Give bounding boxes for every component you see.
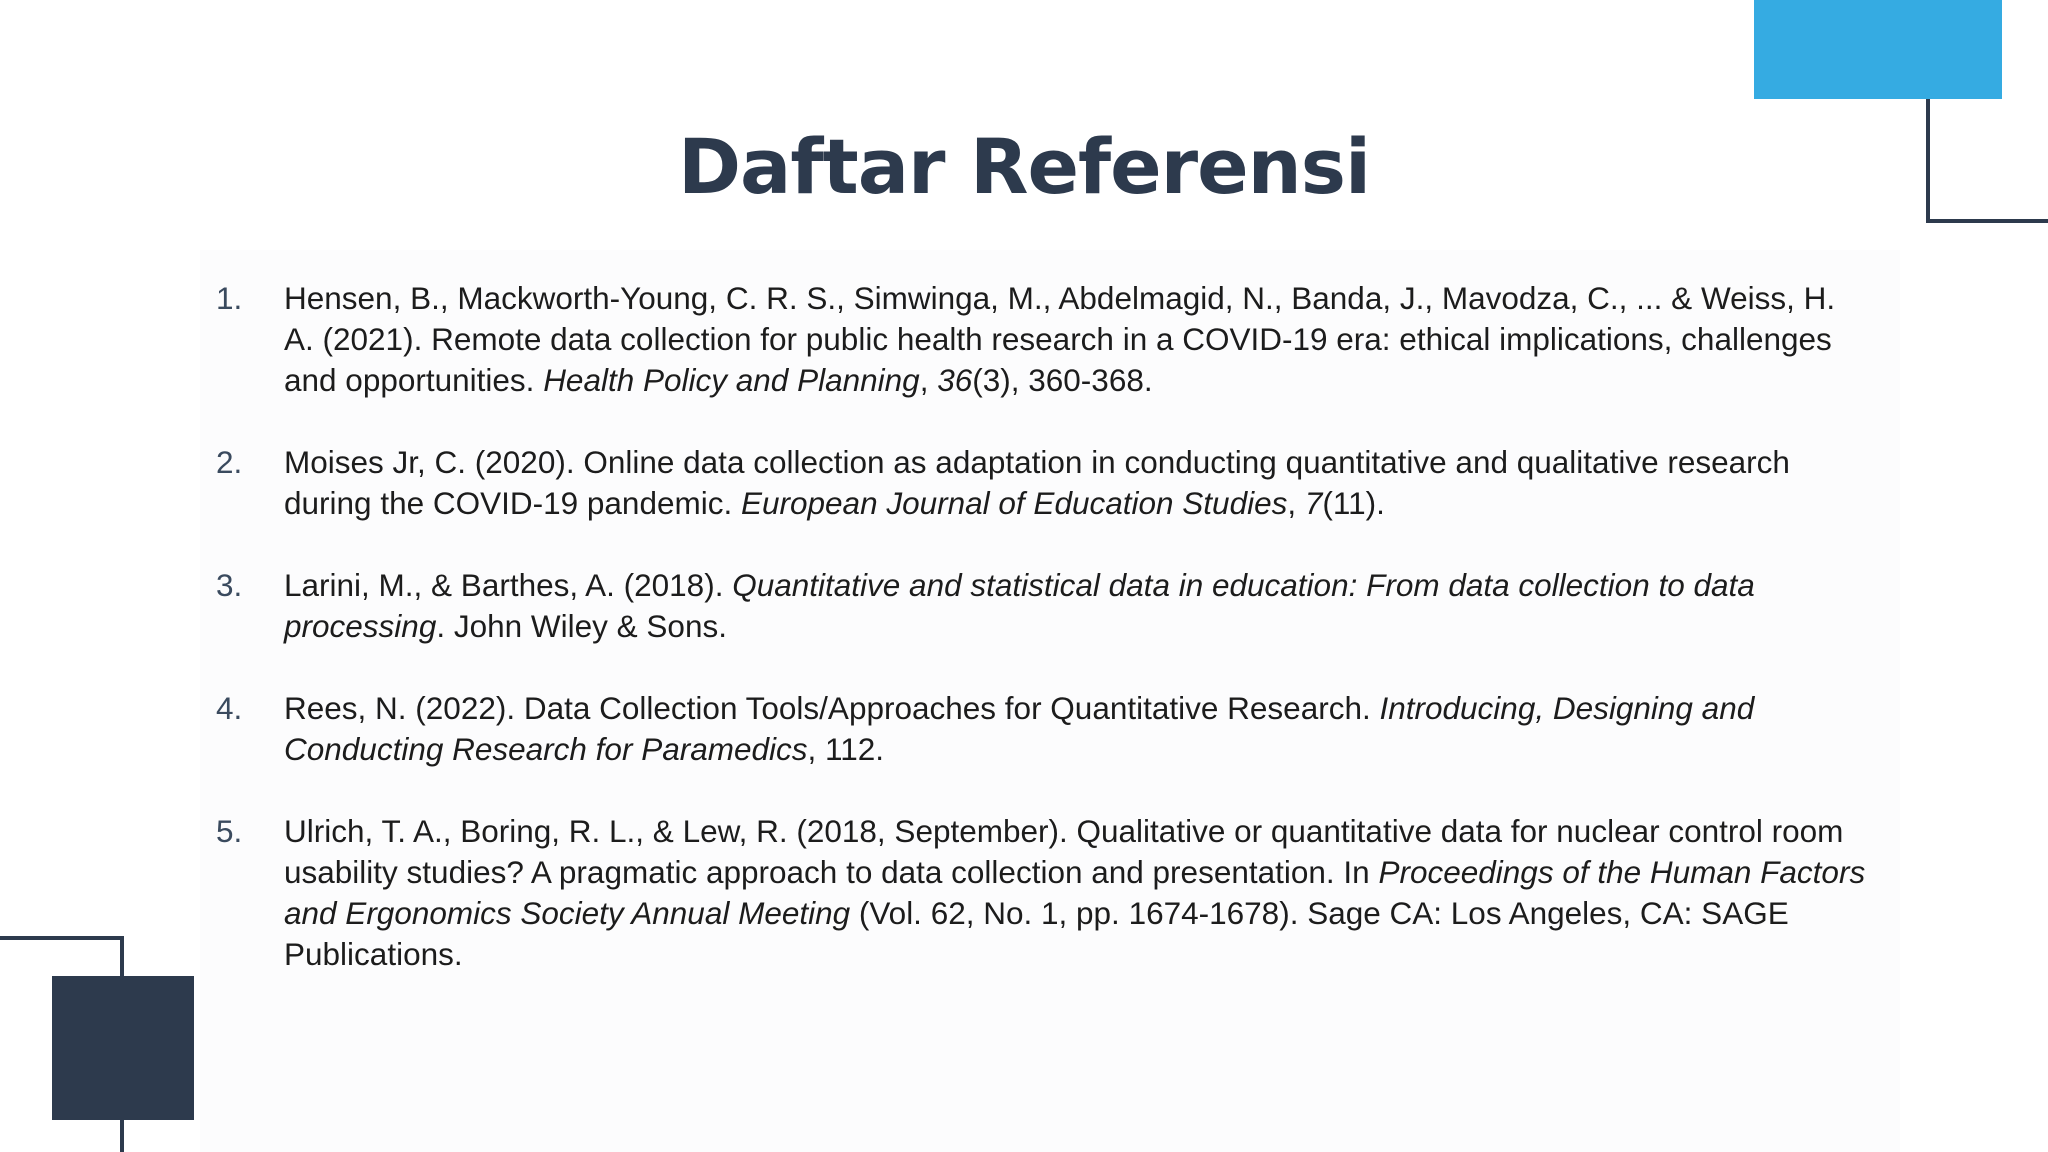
reference-separator: , [919,362,938,398]
reference-text [284,813,1865,972]
reference-publisher: . John Wiley & Sons. [436,608,727,644]
reference-pages: , 112. [807,731,884,767]
reference-number: 5. [216,813,243,849]
reference-separator: , [1287,485,1305,521]
decorative-blue-rectangle [1754,0,2002,99]
reference-item-4 [216,688,1866,770]
reference-text [284,690,1754,767]
reference-number: 4. [216,690,243,726]
reference-journal: European Journal of Education Studies [740,485,1288,521]
reference-authors-title: Rees, N. (2022). Data Collection Tools/Approaches for Quantitative Research. [284,690,1380,726]
reference-item-5 [216,811,1866,975]
reference-issue-pages: (3), 360-368. [972,362,1153,398]
reference-text [284,280,1835,398]
reference-book-title: Quantitative and statistical data in education: From data collection to data processing [284,567,1755,644]
reference-authors-title: Moises Jr, C. (2020). Online data collection as adaptation in conducting quantitative and qualitative research during the COVID-19 pandemic. [284,444,1790,521]
slide-title: Daftar Referensi [677,122,1371,211]
reference-authors-title: Hensen, B., Mackworth-Young, C. R. S., Simwinga, M., Abdelmagid, N., Banda, J., Mavodza, C., ... & Weiss, H. A. (2021). Remote data collection for public health research in a COVID-19 era: ethical implications, challenges and opportunities. [284,280,1836,398]
reference-journal: Health Policy and Planning [543,362,920,398]
reference-list [216,278,1866,1016]
reference-book-title: Introducing, Designing and Conducting Research for Paramedics [284,690,1755,767]
reference-text [284,444,1790,521]
reference-number: 3. [216,567,243,603]
reference-issue-pages: (11). [1322,485,1385,521]
reference-item-1 [216,278,1866,401]
reference-item-3 [216,565,1866,647]
reference-authors-date: Larini, M., & Barthes, A. (2018). [284,567,733,603]
reference-item-2 [216,442,1866,524]
reference-number: 1. [216,280,243,316]
reference-publication-details: (Vol. 62, No. 1, pp. 1674-1678). Sage CA: Los Angeles, CA: SAGE Publications. [284,895,1789,972]
reference-volume: 7 [1304,485,1323,521]
reference-volume: 36 [937,362,973,398]
reference-proceedings: Proceedings of the Human Factors and Ergonomics Society Annual Meeting [284,854,1866,931]
decorative-line-bottom-left-horizontal [0,936,124,940]
decorative-line-top-right-horizontal [1926,219,2048,223]
reference-text [284,567,1755,644]
reference-authors-title: Ulrich, T. A., Boring, R. L., & Lew, R. (2018, September). Qualitative or quantitative data for nuclear control room usability studies? A pragmatic approach to data collection and presentation. In [284,813,1844,890]
reference-number: 2. [216,444,243,480]
decorative-navy-square [52,976,194,1120]
